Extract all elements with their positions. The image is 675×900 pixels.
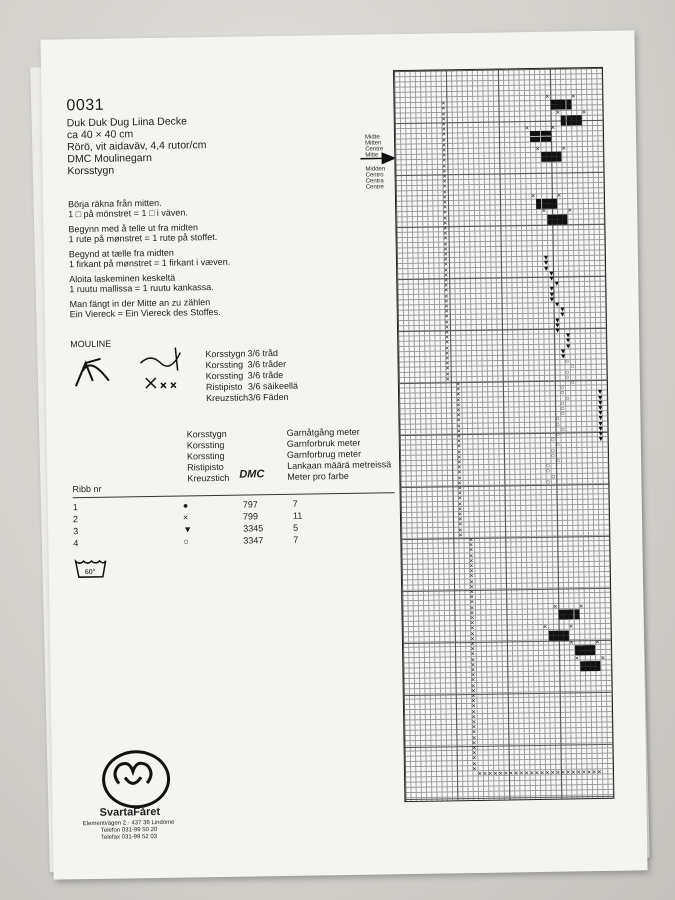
stitch-mark: ×	[468, 536, 474, 545]
wash-60-icon	[74, 557, 108, 580]
stitch-mark: ×	[471, 708, 476, 716]
stitch-mark: ×	[581, 769, 586, 777]
stitch-mark: ×	[469, 583, 474, 591]
stitch-mark: ▼	[542, 265, 550, 273]
stitch-mark: ○	[560, 389, 565, 397]
stitch-mark: ×	[441, 142, 447, 150]
stitch-mark: ×	[441, 126, 446, 134]
stitch-mark: ▼	[558, 311, 567, 319]
stitch-mark: ×	[471, 692, 476, 701]
pattern-code: 0031	[66, 96, 105, 115]
stitch-mark: ×	[469, 594, 474, 602]
stitch-mark: ▼	[553, 301, 561, 309]
stitch-mark: ×	[535, 145, 540, 153]
stitch-mark: ×	[457, 490, 462, 498]
stitch-mark: ×	[555, 109, 560, 117]
stitch-mark: ×	[456, 438, 462, 446]
stitch-mark: ×	[557, 192, 562, 200]
stitch-mark: ×	[488, 770, 493, 778]
stitch-mark: ×	[471, 672, 476, 680]
stitch-mark: ×	[595, 639, 600, 647]
center-arrow-icon	[360, 152, 398, 165]
stitch-mark: ×	[442, 168, 447, 176]
stitch-mark: ×	[457, 500, 463, 508]
stitch-mark: ×	[470, 630, 475, 638]
stitch-mark: ×	[555, 769, 560, 777]
stitch-mark: ×	[550, 124, 556, 132]
stitch-mark: ▼	[553, 322, 561, 330]
stitch-mark: ×	[472, 739, 477, 747]
stitch-mark: ×	[441, 121, 446, 129]
stitch-mark: ▼	[597, 436, 605, 444]
stitch-mark: ×	[458, 526, 463, 534]
stitch-mark: ×	[574, 654, 579, 662]
stitch-mark: ×	[441, 116, 446, 124]
legend-divider	[73, 492, 395, 498]
stitch-mark: ×	[443, 220, 448, 228]
stitch-mark: ×	[443, 251, 448, 259]
stitch-mark: ×	[442, 209, 448, 217]
stitch-mark: ×	[443, 246, 448, 254]
stitch-mark: ×	[472, 760, 477, 768]
stitch-mark: ×	[442, 199, 447, 207]
stitch-mark: ×	[472, 755, 477, 763]
stitch-mark: ×	[444, 277, 449, 285]
stitch-mark: ×	[456, 381, 461, 389]
stitch-mark: ×	[456, 401, 461, 410]
stitch-mark: ×	[472, 750, 477, 758]
stitch-mark: ×	[456, 396, 461, 404]
stitch-mark: ▼	[564, 337, 572, 345]
stitch-mark: ×	[469, 552, 474, 560]
stitch-mark: ×	[529, 770, 534, 778]
stitch-mark: ×	[540, 769, 545, 777]
stitch-mark: ×	[469, 557, 474, 565]
center-labels-bottom: Midden Centro Centra Centre	[365, 166, 386, 191]
brand-logo	[102, 750, 171, 809]
stitch-mark: ×	[566, 769, 571, 777]
stitch-mark: ×	[441, 105, 446, 113]
stitch-mark: ○	[560, 400, 565, 408]
stitch-mark: ×	[443, 230, 448, 238]
stitch-mark: ×	[550, 769, 555, 777]
instruction-no: Begynn med å telle ut fra midten 1 rute på mønstret = 1 rute på stoffet.	[68, 222, 218, 245]
stitch-mark: ×	[457, 495, 463, 503]
stitch-mark: ×	[470, 656, 475, 664]
stitch-mark: ×	[553, 603, 558, 611]
stitch-mark: ▼	[596, 399, 604, 407]
stitch-filled	[552, 204, 557, 209]
stitch-mark: ▼	[596, 394, 604, 402]
stitch-mark: ×	[441, 110, 446, 119]
stitch-mark: ×	[524, 125, 530, 133]
stitch-mark: ○	[565, 395, 570, 403]
stitch-mark: ×	[441, 136, 447, 145]
stitch-mark: ×	[441, 147, 447, 155]
pattern-title: Duk Duk Dug Liina Decke	[66, 115, 188, 130]
stitch-mark: ×	[458, 516, 463, 524]
stitch-mark: ×	[442, 157, 447, 165]
pattern-fabric: Rörö, vit aidaväv, 4,4 rutor/cm	[67, 139, 207, 154]
brand-name: SvartaFåret	[99, 805, 161, 819]
stitch-mark: ×	[469, 568, 474, 576]
stitch-mark: ×	[444, 339, 450, 347]
stitch-mark: ×	[469, 578, 474, 586]
stitch-mark: ×	[444, 334, 450, 342]
stitch-mark: ▼	[554, 327, 562, 335]
instruction-de: Man fängt in der Mitte an zu zählen Ein Viereck = Ein Viereck des Stoffes.	[69, 297, 221, 320]
stitch-mark: ×	[442, 152, 447, 160]
stitch-mark: ×	[471, 718, 476, 727]
stitch-mark: ×	[444, 292, 449, 300]
stitch-mark: ×	[444, 303, 449, 311]
stitch-mark: ○	[545, 462, 551, 471]
stitch-mark: ×	[471, 687, 476, 695]
stitch-filled	[577, 120, 582, 125]
thread-row: Korsstygn 3/6 tråd	[205, 348, 278, 360]
stitch-mark: ×	[470, 661, 476, 669]
stitch-mark: ▼	[564, 332, 572, 340]
stitch-mark: ×	[442, 183, 447, 191]
stitch-mark: ×	[442, 173, 447, 181]
ribb-label: Ribb nr	[72, 483, 102, 495]
symbol-filled-icon: ●	[182, 500, 189, 511]
legend-header-left: Korsstygn Korssting Korssting Ristipisto Kreuzstich	[186, 428, 230, 484]
stitch-mark: ×	[472, 744, 477, 753]
stitch-mark: ×	[444, 287, 449, 295]
stitch-mark: ▼	[564, 343, 572, 351]
stitch-mark: ×	[471, 703, 476, 711]
stitch-mark: ×	[456, 386, 461, 394]
stitch-mark: ×	[571, 93, 576, 101]
pattern-header	[67, 115, 207, 177]
stitch-mark: ×	[457, 469, 462, 477]
stitch-filled	[566, 105, 571, 110]
stitch-mark: ×	[471, 698, 476, 706]
stitch-mark: ×	[457, 459, 462, 467]
stitch-mark: ×	[470, 666, 476, 675]
stitch-filled	[590, 650, 595, 655]
stitch-mark: ×	[472, 734, 477, 742]
stitch-mark: ×	[470, 651, 475, 659]
chart-marks	[394, 68, 605, 778]
stitch-mark: ○	[556, 457, 561, 465]
stitch-mark: ×	[457, 443, 462, 451]
stitch-mark: ○	[545, 478, 551, 486]
stitch-mark: ○	[545, 468, 551, 476]
stitch-mark: ×	[470, 646, 475, 654]
stitch-mark: ×	[531, 192, 536, 200]
stitch-mark: ×	[469, 604, 475, 612]
instructions	[68, 195, 370, 325]
stitch-filled	[557, 157, 562, 162]
stitch-mark: ×	[468, 542, 474, 550]
stitch-mark: ▼	[547, 270, 555, 278]
stitch-mark: ▼	[542, 254, 550, 263]
stitch-mark: ○	[550, 436, 555, 444]
stitch-mark: ×	[472, 765, 477, 773]
stitch-mark: ×	[524, 770, 529, 778]
pattern-stitch: Korsstygn	[67, 164, 115, 178]
stitch-mark: ×	[457, 485, 462, 493]
stitch-mark: ×	[456, 391, 461, 399]
stitch-mark: ×	[541, 208, 546, 216]
stitch-mark: ×	[444, 313, 449, 321]
stitch-mark: ×	[443, 225, 448, 233]
stitch-mark: ×	[443, 272, 449, 280]
stitch-mark: ×	[444, 318, 449, 326]
stitch-mark: ○	[555, 431, 561, 439]
stitch-mark: ○	[555, 421, 560, 429]
ram-icon	[105, 753, 162, 800]
stitch-mark: ×	[561, 145, 566, 153]
dmc-logo: DMC	[239, 468, 265, 481]
symbol-triangle-icon: ▼	[183, 524, 193, 535]
stitch-mark: ×	[493, 770, 498, 778]
stitch-mark: ▼	[553, 280, 561, 288]
stitch-mark: ×	[445, 376, 450, 384]
stitch-mark: ×	[445, 360, 450, 368]
instruction-da: Begynd at tælle fra midten 1 firkant på mønstret = 1 firkant i væven.	[68, 247, 231, 270]
stitch-mark: ×	[560, 769, 566, 777]
stitch-mark: ×	[443, 214, 448, 223]
pattern-sheet	[40, 30, 647, 879]
center-labels-top: Midte Mitten Centre Mitte	[364, 134, 384, 159]
stitch-mark: ×	[576, 769, 581, 777]
stitch-mark: ×	[569, 639, 574, 647]
stitch-mark: ×	[567, 207, 572, 215]
pattern-yarn: DMC Moulinegarn	[67, 151, 153, 166]
stitch-mark: ×	[470, 609, 475, 617]
stitch-mark: ×	[469, 588, 474, 597]
stitch-mark: ×	[457, 448, 462, 456]
stitch-mark: ×	[571, 769, 576, 777]
stitch-mark: ×	[592, 769, 597, 777]
stitch-mark: ×	[569, 623, 574, 631]
stitch-mark: ×	[444, 308, 449, 316]
stitch-mark: ×	[456, 422, 461, 430]
stitch-mark: ▼	[559, 348, 567, 356]
stitch-mark: ×	[503, 770, 508, 778]
instruction-sv: Börja räkna från mitten. 1 □ på mönstret = 1 □ i väven.	[67, 197, 188, 220]
stitch-filled	[563, 219, 568, 224]
stitch-mark: ×	[458, 505, 463, 514]
stitch-mark: ×	[441, 100, 446, 108]
stitch-mark: ×	[470, 640, 475, 649]
stitch-mark: ×	[471, 724, 477, 732]
table-row: 3 ▼ 3345 5	[73, 522, 299, 537]
stitch-mark: ×	[458, 521, 463, 529]
svg-text:60°: 60°	[84, 568, 96, 577]
stitch-mark: ○	[550, 452, 556, 460]
stitch-mark: ○	[565, 374, 570, 382]
stitch-mark: ×	[581, 108, 586, 116]
stitch-mark: ▼	[597, 425, 605, 433]
stitch-mark: ○	[550, 447, 556, 455]
stitch-mark: ×	[443, 235, 448, 243]
stitch-mark: ▼	[559, 353, 567, 361]
stitch-mark: ×	[470, 625, 475, 633]
table-row: 2 × 799 11	[72, 510, 303, 525]
stitch-mark: ○	[555, 441, 561, 450]
stitch-mark: ×	[469, 562, 474, 571]
stitch-mark: ×	[482, 770, 488, 778]
stitch-mark: ×	[469, 547, 474, 555]
stitch-mark: ×	[477, 770, 482, 778]
stitch-mark: ×	[442, 194, 447, 202]
stitch-mark: ×	[469, 599, 475, 607]
stitch-mark: ▼	[596, 404, 604, 413]
stitch-mark: ×	[543, 624, 548, 632]
stitch-mark: ×	[457, 474, 462, 482]
mouline-label: MOULINE	[70, 338, 112, 350]
thread-row: Kreuzstich 3/6 Fäden	[206, 391, 289, 404]
needle-thread-icon	[70, 351, 116, 392]
stitch-mark: ○	[560, 405, 565, 413]
stitch-filled	[574, 614, 579, 619]
stitch-mark: ×	[471, 677, 476, 685]
stitch-mark: ×	[443, 256, 448, 264]
stitch-mark: ×	[445, 365, 450, 373]
table-row: 4 ○ 3347 7	[73, 534, 299, 549]
stitch-mark: ×	[514, 770, 519, 778]
symbol-cross-icon: ×	[182, 512, 189, 523]
brand-contact: Elementvägen 2 · 437 36 Lindome Telefon 031-99 50 20 Telefax 031-99 52 03	[82, 819, 175, 841]
stitch-mark: ▼	[558, 306, 566, 314]
legend-header-right: Garnåtgång meter Garnforbruk meter Garnforbrug meter Lankaan määrä metreissä Meter pro farbe	[286, 426, 392, 482]
stitch-mark: ×	[469, 573, 474, 581]
stitch-mark: ×	[445, 344, 450, 352]
stitch-mark: ×	[441, 131, 446, 139]
stitch-mark: ×	[471, 729, 477, 737]
stitch-mark: ○	[564, 358, 570, 366]
stitch-mark: ×	[470, 614, 475, 623]
stitch-mark: ▼	[596, 389, 604, 397]
stitch-mark: ×	[456, 407, 461, 415]
stitch-mark: ▼	[542, 260, 550, 268]
stitch-mark: ▼	[597, 420, 605, 428]
stitch-mark: ○	[560, 410, 565, 418]
stitch-mark: ○	[570, 379, 575, 387]
stitch-mark: ×	[444, 282, 449, 290]
stitch-mark: ×	[471, 713, 476, 721]
stitch-mark: ○	[555, 415, 560, 424]
stitch-mark: ×	[456, 433, 462, 441]
stitch-mark: ×	[597, 768, 602, 777]
stitch-mark: ×	[457, 479, 462, 488]
symbol-circle-icon: ○	[183, 536, 189, 547]
stitch-mark: ○	[560, 426, 566, 434]
thread-row: Korssting 3/6 tråde	[205, 369, 284, 382]
stitch-mark: ×	[545, 93, 550, 101]
stitch-mark: ×	[498, 770, 503, 778]
stitch-mark: ×	[444, 298, 449, 306]
stitch-mark: ×	[442, 178, 447, 186]
stitch-mark: ▼	[596, 410, 604, 418]
pattern-size: ca 40 × 40 cm	[66, 128, 134, 142]
stitch-mark: ×	[442, 204, 448, 212]
instruction-fi: Aloita laskeminen keskeltä 1 ruutu mallissa = 1 ruutu kankassa.	[69, 272, 214, 295]
stitch-mark: ○	[551, 473, 556, 481]
stitch-mark: ×	[456, 412, 461, 420]
stitch-mark: ×	[519, 770, 524, 778]
stitch-mark: ×	[579, 602, 584, 610]
stitch-filled	[546, 136, 551, 141]
stitch-mark: ×	[457, 453, 462, 462]
stitch-mark: ×	[443, 261, 448, 269]
thread-row: Korssting 3/6 tråder	[205, 358, 287, 371]
stitch-mark: ×	[445, 370, 450, 378]
stitch-mark: ▼	[597, 430, 605, 439]
stitch-filled	[596, 666, 601, 671]
stitch-mark: ×	[508, 770, 514, 778]
stitch-mark: ▼	[548, 275, 556, 283]
stitch-mark: ×	[443, 240, 448, 249]
stitch-mark: ▼	[553, 317, 561, 325]
stitch-mark: ×	[586, 769, 592, 777]
stitch-mark: ○	[570, 363, 575, 371]
thread-row: Ristipisto 3/6 säikeellä	[205, 380, 299, 393]
stitch-mark: ×	[534, 769, 540, 778]
stitch-mark: ○	[560, 384, 565, 392]
cross-stitch-icon	[135, 342, 191, 393]
stitch-mark: ▼	[548, 286, 556, 294]
stitch-mark: ×	[600, 654, 605, 662]
stitch-mark: ▼	[597, 415, 605, 423]
stitch-mark: ×	[471, 682, 476, 690]
stitch-mark: ×	[444, 329, 450, 337]
stitch-mark: ×	[458, 531, 463, 540]
stitch-mark: ×	[457, 464, 462, 472]
stitch-mark: ×	[442, 188, 447, 197]
cross-stitch-chart	[393, 67, 614, 802]
stitch-mark: ×	[443, 266, 449, 275]
stitch-mark: ○	[565, 369, 570, 377]
stitch-mark: ▼	[548, 291, 556, 299]
stitch-mark: ×	[456, 427, 461, 436]
stitch-mark: ▼	[548, 296, 556, 304]
thread-list	[205, 348, 298, 404]
stitch-mark: ×	[545, 769, 550, 777]
stitch-mark: ×	[470, 620, 475, 628]
stitch-mark: ×	[442, 162, 447, 171]
stitch-mark: ×	[470, 635, 475, 643]
stitch-mark: ×	[445, 355, 450, 363]
stitch-mark: ×	[444, 324, 449, 332]
table-row: 1 ● 797 7	[72, 498, 298, 513]
stitch-mark: ×	[445, 350, 450, 358]
stitch-mark: ×	[458, 511, 463, 519]
stitch-mark: ×	[456, 417, 461, 425]
